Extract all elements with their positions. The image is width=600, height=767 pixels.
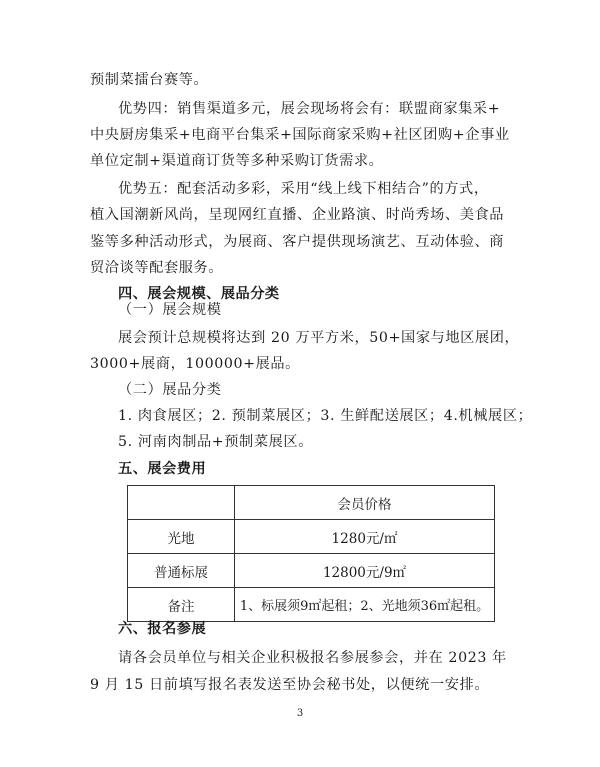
table-cell: 备注	[128, 588, 235, 622]
section-heading: 六、报名参展	[118, 621, 207, 637]
table-cell: 普通标展	[128, 554, 235, 588]
table-row	[128, 588, 495, 622]
section-heading: 五、展会费用	[118, 461, 207, 477]
section-heading: 四、展会规模、展品分类	[118, 286, 280, 302]
table-header-cell: 会员价格	[235, 486, 495, 520]
paragraph-line: 贸洽谈等配套服务。	[90, 260, 224, 276]
table-row	[128, 520, 495, 554]
subsection-heading: （二）展品分类	[118, 382, 222, 398]
paragraph-line: 预制菜擂台赛等。	[90, 72, 209, 88]
paragraph-line: 3000+展商，100000+展品。	[90, 356, 300, 372]
paragraph-line: 5. 河南肉制品+预制菜展区。	[118, 434, 313, 450]
table-cell: 1280元/㎡	[235, 520, 495, 554]
table-cell: 光地	[128, 520, 235, 554]
table-header-cell	[128, 486, 235, 520]
paragraph-line: 请各会员单位与相关企业积极报名参展参会，并在 2023 年	[118, 650, 507, 666]
subsection-heading: （一）展会规模	[118, 302, 222, 318]
table-header-row	[128, 486, 495, 520]
table-row	[128, 554, 495, 588]
page-number: 3	[296, 708, 304, 719]
paragraph-line: 中央厨房集采+电商平台集采+国际商家采购+社区团购+企事业	[90, 127, 510, 143]
table-cell: 12800元/9㎡	[235, 554, 495, 588]
paragraph-line: 展会预计总规模将达到 20 万平方米，50+国家与地区展团，	[118, 330, 520, 346]
paragraph-line: 优势五：配套活动多彩，采用“线上线下相结合”的方式，	[118, 181, 489, 197]
table-cell: 1、标展须9㎡起租；2、光地须36㎡起租。	[235, 588, 495, 622]
paragraph-line: 9 月 15 日前填写报名表发送至协会秘书处，以便统一安排。	[90, 677, 490, 693]
paragraph-line: 植入国潮新风尚，呈现网红直播、企业路演、时尚秀场、美食品	[90, 207, 505, 223]
paragraph-line: 鉴等多种活动形式，为展商、客户提供现场演艺、互动体验、商	[90, 234, 505, 250]
paragraph-line: 1. 肉食展区；2. 预制菜展区；3. 生鲜配送展区；4.机械展区；	[118, 408, 533, 424]
fee-table	[127, 485, 495, 622]
paragraph-line: 优势四：销售渠道多元，展会现场将会有：联盟商家集采+	[118, 101, 501, 117]
paragraph-line: 单位定制+渠道商订货等多种采购订货需求。	[90, 153, 384, 169]
